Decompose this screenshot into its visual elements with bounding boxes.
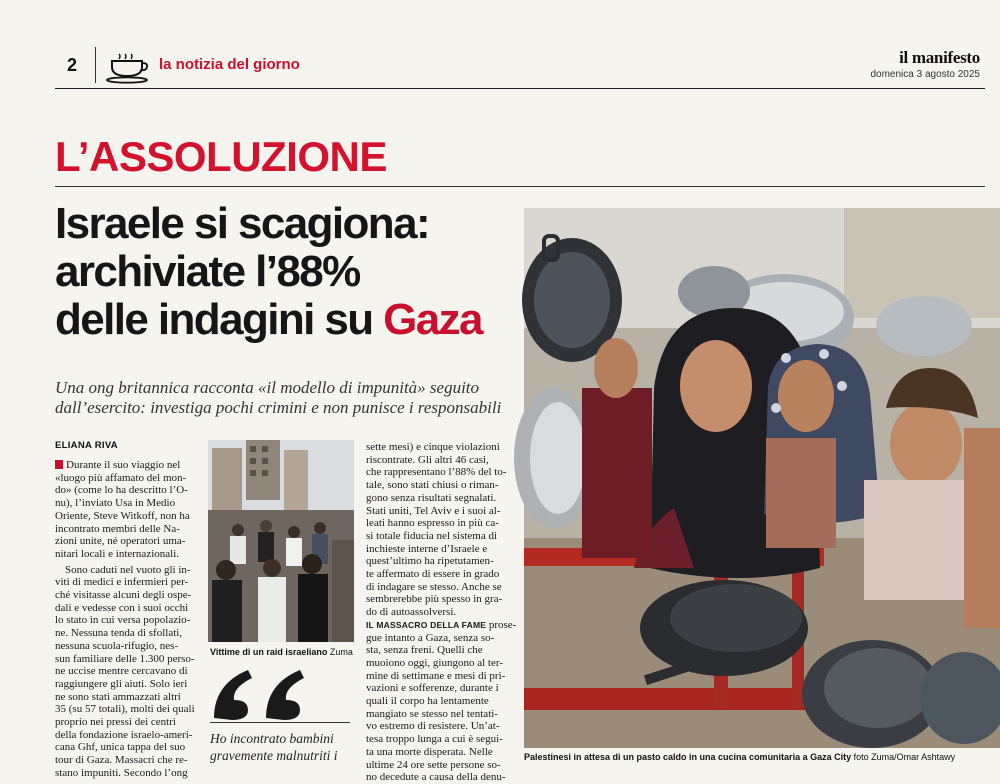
quote-rule (210, 722, 350, 723)
headline (55, 200, 525, 344)
article-line: tesa troppo lunga a cui è segui- (366, 733, 503, 746)
article-line: gue intanto a Gaza, senza so- (366, 631, 495, 644)
article-line: tale, sono stati chiusi o riman- (366, 479, 499, 492)
article-start-marker (55, 460, 63, 469)
deck-line: Una ong britannica racconta «il modello di impunità» seguito (55, 378, 480, 397)
gaza-food-queue-photo (524, 208, 1000, 748)
headline-line-3 (55, 296, 525, 344)
article-line: proprio nei pressi dei centri (55, 716, 176, 729)
article-line: sta, senza freni. Quelli che (366, 644, 483, 657)
article-line: Sono caduti nel vuoto gli in- (65, 563, 191, 576)
article-line: leati hanno espresso in più ca- (366, 517, 499, 530)
article-line: do di autoassolversi. (366, 606, 457, 619)
headline-line-2: archiviate l’88% (55, 247, 360, 296)
article-line-text: prose- (486, 618, 517, 631)
article-line: inchieste interne d’Israele e (366, 542, 488, 555)
deck (55, 378, 515, 418)
small-caption-text: Vittime di un raid israeliano (210, 647, 328, 657)
raid-victims-photo (208, 440, 354, 642)
article-line: riscontrate. Gli altri 46 casi, (366, 453, 489, 466)
article-line: 35 (su 57 totali), molti dei quali (55, 703, 195, 716)
kicker: L’ASSOLUZIONE (55, 133, 387, 180)
article-line: di indagare se stesso. Anche se (366, 580, 502, 593)
kicker-rule (55, 186, 985, 187)
article-subhead: IL MASSACRO DELLA FAME (366, 619, 487, 630)
article-line: stano impuniti. Secondo l’ong (55, 766, 188, 779)
article-line: vo estremo di resistere. Un’at- (366, 720, 500, 733)
article-line (55, 459, 200, 472)
masthead (55, 45, 985, 89)
publication-date: domenica 3 agosto 2025 (870, 69, 980, 80)
article-line: mine di settimane e mesi di pri- (366, 669, 506, 682)
pullquote-line: gravemente malnutriti i (210, 748, 338, 763)
section-name: la notizia del giorno (159, 56, 300, 73)
article-line: Oriente, Steve Witkoff, non ha (55, 509, 190, 522)
coffee-cup-icon (105, 49, 149, 83)
article-line: vazioni e sofferenze, durante i (366, 682, 499, 695)
article-line: cana Ghf, unica tappa del suo (55, 741, 186, 754)
pullquote-line: Ho incontrato bambini (210, 731, 334, 746)
pullquote (210, 730, 355, 764)
article-line-text: Durante il suo viaggio nel (66, 459, 181, 471)
headline-line-1: Israele si scagiona: (55, 199, 429, 248)
article-column-3 (366, 441, 517, 784)
article-line: ne. Nessuna tenda di sfollati, (55, 627, 183, 640)
masthead-divider (95, 47, 96, 83)
article-line: sette mesi) e cinque violazioni (366, 441, 500, 453)
article-line: incontrato membri delle Na- (55, 522, 180, 535)
article-line: nessuna scuola-rifugio, nes- (55, 639, 179, 652)
article-line: viti di medici e infermieri per- (55, 576, 189, 589)
article-line: ultime 24 ore sette persone so- (366, 758, 501, 771)
article-line: quest’ultimo ha ripetutamen- (366, 555, 494, 568)
article-line: te affermato di essere in grado (366, 568, 500, 581)
article-line: zioni unite, né operatori uma- (55, 535, 186, 548)
article-line: raggiungere gli aiuti. Solo ieri (55, 677, 188, 690)
small-caption-credit: Zuma (327, 647, 353, 657)
article-line: do» (come lo ha descritto l’O- (55, 484, 188, 497)
deck-line: dall’esercito: investiga pochi crimini e non punisce i responsabili (55, 398, 502, 417)
article-line: muoiono oggi, giungono al ter- (366, 656, 503, 669)
article-line: nu), l’inviato Usa in Medio (55, 497, 176, 510)
article-line: gono senza risultati segnalati. (366, 491, 497, 504)
main-caption-credit: foto Zuma/Omar Ashtawy (851, 752, 956, 762)
article-line: ta una morte disperata. Nelle (366, 745, 493, 758)
article-line: ne uccise mentre cercavano di (55, 665, 188, 678)
article-line: sun familiare delle 1.300 perso- (55, 652, 195, 665)
small-photo-caption (210, 647, 353, 657)
article-line (366, 618, 517, 632)
article-line: «luogo più affamato del mon- (55, 471, 187, 484)
headline-accent-word: Gaza (383, 295, 482, 344)
main-photo-caption (524, 752, 955, 762)
main-caption-text: Palestinesi in attesa di un pasto caldo in una cucina comunitaria a Gaza City (524, 752, 852, 762)
article-line: che rappresentano l’88% del to- (366, 466, 507, 479)
article-line: nitari locali e internazionali. (55, 547, 180, 560)
small-photo (208, 440, 354, 642)
byline: ELIANA RIVA (55, 440, 118, 451)
article-line: tour di Gaza. Massacri che re- (55, 754, 188, 767)
article-line: Stati uniti, Tel Aviv e i suoi al- (366, 504, 501, 517)
article-line: no decedute a causa della denu- (366, 771, 506, 784)
main-photo (524, 208, 1000, 748)
article-line: lo stato in cui versa popolazio- (55, 614, 191, 627)
headline-line-3-text: delle indagini su (55, 295, 384, 344)
article-line: della fondazione israelo-ameri- (55, 728, 193, 741)
newspaper-brand: il manifesto (899, 48, 980, 67)
article-line: ché visitasse alcuni degli ospe- (55, 589, 192, 602)
article-column-1 (55, 459, 200, 780)
article-line: dali e vedesse con i suoi occhi (55, 601, 189, 614)
article-line: si totale fiducia nel sistema di (366, 529, 498, 542)
page-number: 2 (67, 55, 78, 75)
article-line: sembrerebbe più spesso in gra- (366, 593, 503, 606)
quote-mark-icon (210, 666, 320, 722)
article-line: quali il corpo ha lentamente (366, 695, 489, 708)
article-line: mangiato se stesso nel tentati- (366, 707, 498, 720)
article-line: ne sono stati ammazzati altri (55, 690, 181, 703)
